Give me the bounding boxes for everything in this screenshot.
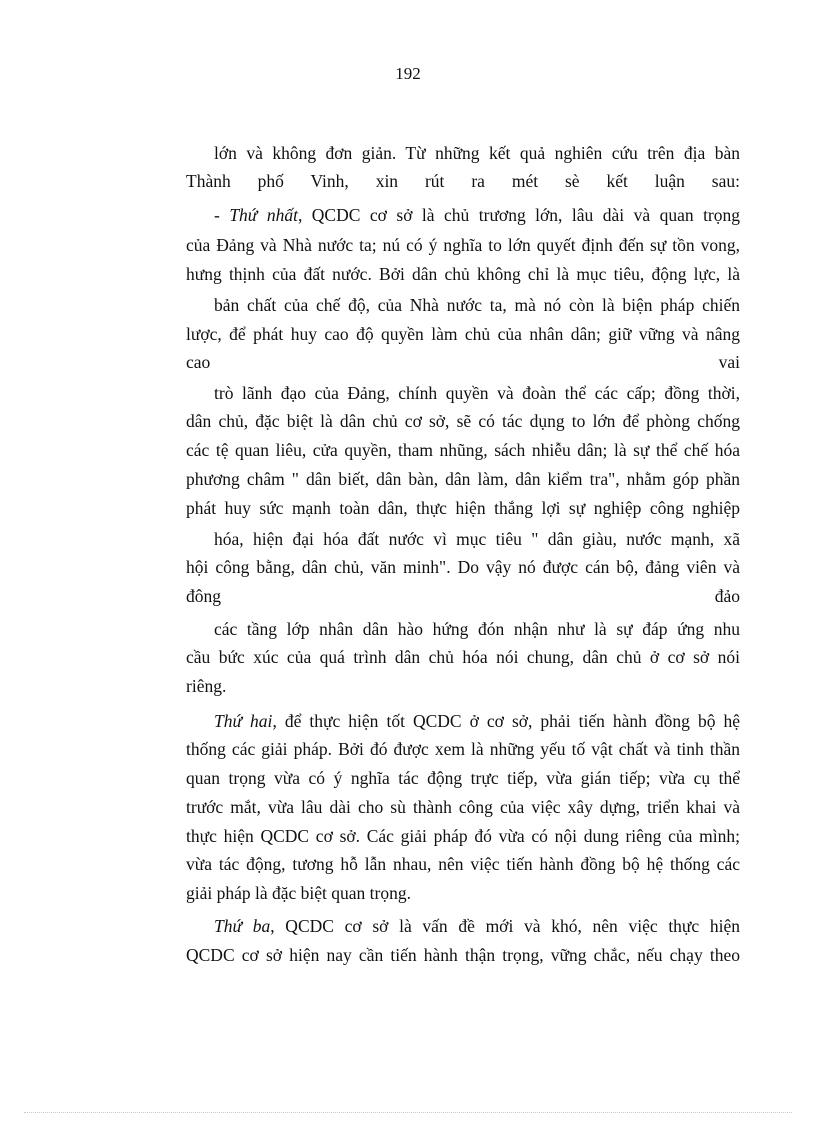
text-line: lớn và không đơn giản. Từ những kết quả nghiên cứu trên địa bàn [214,143,740,163]
text-line: các tệ quan liêu, cửa quyền, tham nhũng, sách nhiễu dân; là sự thể chế hóa [186,440,740,460]
text-line: cầu bức xúc của quá trình dân chủ hóa nói chung, dân chủ ở cơ sở nói [186,647,740,667]
text-fragment: , QCDC cơ sở là chủ trương lớn, lâu dài và quan trọng [297,205,741,225]
text-line: giải pháp là đặc biệt quan trọng. [186,883,411,903]
text-line [186,584,740,608]
text-fragment: , để thực hiện tốt QCDC ở cơ sở, phải tiến hành đồng bộ hệ [272,711,741,731]
page-border-dotted [24,1112,792,1113]
text-line: phương châm " dân biết, dân bàn, dân làm, dân kiểm tra", nhằm góp phần [186,469,740,489]
text-fragment: cao [186,352,211,372]
text-line: quan trọng vừa có ý nghĩa tác động trực tiếp, vừa gián tiếp; vừa cụ thể [186,768,740,788]
text-line: vừa tác động, tương hỗ lẫn nhau, nên việc tiến hành đồng bộ hệ thống các [186,854,740,874]
text-fragment: , QCDC cơ sở là vấn đề mới và khó, nên việc thực hiện [270,916,741,936]
section-label: Thứ nhất [229,205,298,225]
text-line [186,350,740,374]
text-line: bản chất của chế độ, của Nhà nước ta, mà nó còn là biện pháp chiến [214,295,740,315]
text-line: hội công bằng, dân chủ, văn minh". Do vậy nó được cán bộ, đảng viên và [186,557,740,577]
text-line: thực hiện QCDC cơ sở. Các giải pháp đó vừa có nội dung riêng của mình; [186,826,740,846]
text-line: hưng thịnh của đất nước. Bởi dân chủ không chỉ là mục tiêu, động lực, là [186,264,740,284]
text-fragment: đảo [714,586,740,606]
text-line: lược, để phát huy cao độ quyền làm chủ của nhân dân; giữ vững và nâng [186,324,740,344]
text-line [214,709,740,733]
section-label: Thứ ba [214,916,271,936]
text-line: thống các giải pháp. Bởi đó được xem là những yếu tố vật chất và tinh thần [186,739,740,759]
text-line: QCDC cơ sở hiện nay cần tiến hành thận trọng, vững chắc, nếu chạy theo [186,945,740,965]
text-fragment: - [214,205,230,225]
text-line: hóa, hiện đại hóa đất nước vì mục tiêu " dân giàu, nước mạnh, xã [214,529,740,549]
text-line: trước mắt, vừa lâu dài cho sù thành công của việc xây dựng, triển khai và [186,797,740,817]
text-line: phát huy sức mạnh toàn dân, thực hiện thắng lợi sự nghiệp công nghiệp [186,498,740,518]
text-line: các tầng lớp nhân dân hào hứng đón nhận như là sự đáp ứng nhu [214,619,740,639]
text-line: riêng. [186,676,227,696]
text-fragment: vai [718,352,740,372]
text-line: Thành phố Vinh, xin rút ra mét sè kết luận sau: [186,171,740,191]
text-line [214,203,740,227]
section-label: Thứ hai [214,711,273,731]
text-line: trò lãnh đạo của Đảng, chính quyền và đoàn thể các cấp; đồng thời, [214,383,740,403]
text-fragment: đông [186,586,221,606]
text-line: của Đảng và Nhà nước ta; nú có ý nghĩa to lớn quyết định đến sự tồn vong, [186,235,740,255]
text-line: dân chủ, đặc biệt là dân chủ cơ sở, sẽ có tác dụng to lớn để phòng chống [186,411,740,431]
text-line [214,914,740,938]
page-number: 192 [395,64,421,83]
